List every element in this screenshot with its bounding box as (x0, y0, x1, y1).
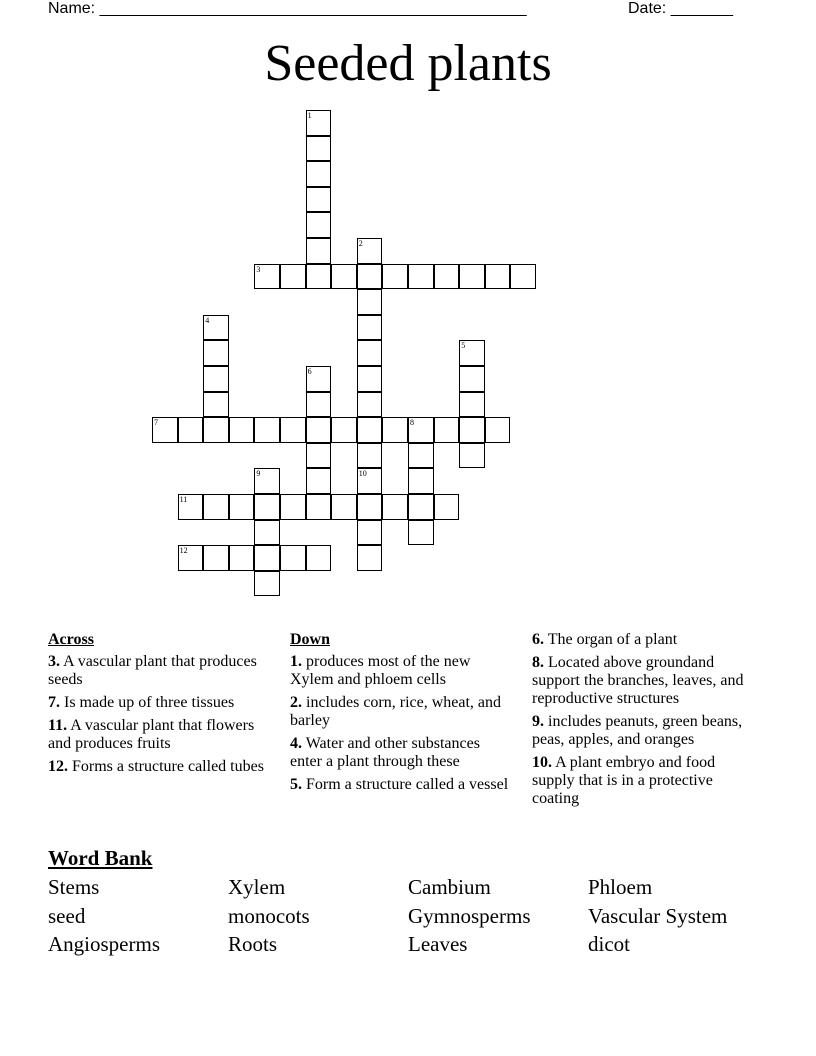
crossword-cell[interactable] (306, 212, 332, 238)
word-bank-word: Vascular System (588, 904, 728, 928)
crossword-cell[interactable] (408, 494, 434, 520)
crossword-cell[interactable] (459, 366, 485, 392)
crossword-cell[interactable] (152, 417, 178, 443)
crossword-cell[interactable] (382, 417, 408, 443)
crossword-cell[interactable] (357, 289, 383, 315)
crossword-cell[interactable] (178, 494, 204, 520)
word-bank-word: Roots (228, 932, 278, 956)
word-bank-word: Phloem (588, 875, 653, 899)
date-field[interactable]: Date: _______ (628, 0, 733, 17)
crossword-cell[interactable] (357, 494, 383, 520)
crossword-cell[interactable] (203, 340, 229, 366)
crossword-cell[interactable] (254, 494, 280, 520)
name-field[interactable]: Name: ________________________________________________ (48, 0, 527, 17)
crossword-cell[interactable] (254, 417, 280, 443)
crossword-cell[interactable] (229, 494, 255, 520)
crossword-cell[interactable] (203, 545, 229, 571)
cell-number: 11 (179, 495, 188, 504)
crossword-cell[interactable] (357, 340, 383, 366)
crossword-cell[interactable] (357, 520, 383, 546)
crossword-cell[interactable] (306, 417, 332, 443)
crossword-cell[interactable] (229, 545, 255, 571)
crossword-cell[interactable] (331, 264, 357, 290)
cell-number: 1 (307, 111, 312, 120)
cell-number: 2 (358, 239, 363, 248)
cell-number: 8 (410, 418, 414, 428)
crossword-cell[interactable] (408, 264, 434, 290)
word-bank-title: Word Bank (48, 846, 153, 870)
clue-across-12: 12. Forms a structure called tubes (48, 758, 264, 775)
word-bank-word: Stems (48, 875, 100, 899)
crossword-cell[interactable] (459, 417, 485, 443)
cell-number: 6 (307, 367, 312, 376)
word-bank-word: Leaves (408, 932, 468, 956)
clue-down-9: 9. includes peanuts, green beans, peas, apples, and oranges (532, 713, 743, 748)
clue-across-3: 3. A vascular plant that produces seeds (48, 653, 257, 688)
cell-number: 9 (256, 469, 261, 479)
crossword-cell[interactable] (254, 468, 280, 494)
clue-across-7: 7. Is made up of three tissues (48, 694, 235, 711)
crossword-cell[interactable] (254, 571, 280, 597)
crossword-cell[interactable] (280, 494, 306, 520)
crossword-cell[interactable] (306, 443, 332, 469)
crossword-cell[interactable] (306, 494, 332, 520)
page-title: Seeded plants (264, 35, 552, 92)
cell-number: 10 (358, 469, 367, 479)
crossword-cell[interactable] (254, 520, 280, 546)
clue-down-5: 5. Form a structure called a vessel (290, 776, 509, 793)
crossword-cell[interactable] (306, 161, 332, 187)
crossword-cell[interactable] (357, 443, 383, 469)
across-heading: Across (48, 631, 94, 648)
cell-number: 5 (461, 341, 466, 351)
crossword-cell[interactable] (306, 545, 332, 571)
word-bank-word: monocots (228, 904, 310, 928)
crossword-cell[interactable] (203, 366, 229, 392)
crossword-cell[interactable] (280, 264, 306, 290)
crossword-cell[interactable] (203, 392, 229, 418)
cell-number: 3 (256, 264, 261, 274)
word-bank-word: seed (48, 904, 86, 928)
word-bank-word: Xylem (228, 875, 286, 899)
crossword-cell[interactable] (408, 417, 434, 443)
crossword-cell[interactable] (254, 264, 280, 290)
crossword-cell[interactable] (485, 264, 511, 290)
crossword-cell[interactable] (280, 417, 306, 443)
crossword-cell[interactable] (306, 110, 332, 136)
crossword-cell[interactable] (306, 468, 332, 494)
crossword-cell[interactable] (178, 417, 204, 443)
down-heading: Down (290, 631, 331, 648)
crossword-cell[interactable] (357, 238, 383, 264)
crossword-cell[interactable] (382, 264, 408, 290)
crossword-cell[interactable] (357, 264, 383, 290)
crossword-cell[interactable] (178, 545, 204, 571)
crossword-cell[interactable] (203, 315, 229, 341)
crossword-cell[interactable] (357, 392, 383, 418)
crossword-cell[interactable] (408, 520, 434, 546)
crossword-cell[interactable] (434, 417, 460, 443)
crossword-cell[interactable] (408, 468, 434, 494)
crossword-cell[interactable] (485, 417, 511, 443)
crossword-cell[interactable] (306, 136, 332, 162)
crossword-cell[interactable] (459, 392, 485, 418)
clue-down-2: 2. includes corn, rice, wheat, and barley (290, 694, 502, 729)
cell-number: 4 (205, 315, 210, 325)
clue-down-4: 4. Water and other substances enter a plant through these (290, 735, 480, 770)
crossword-cell[interactable] (306, 187, 332, 213)
crossword-cell[interactable] (382, 494, 408, 520)
word-bank-word: Angiosperms (48, 932, 160, 956)
crossword-cell[interactable] (306, 264, 332, 290)
clue-down-10: 10. A plant embryo and food supply that is in a protective coating (532, 754, 716, 807)
word-bank-word: Gymnosperms (408, 904, 531, 928)
clue-across-11: 11. A vascular plant that flowers and produces fruits (48, 717, 255, 752)
crossword-cell[interactable] (357, 545, 383, 571)
crossword-cell[interactable] (459, 443, 485, 469)
cell-number: 7 (154, 418, 158, 428)
crossword-cell[interactable] (357, 315, 383, 341)
crossword-cell[interactable] (229, 417, 255, 443)
crossword-cell[interactable] (306, 366, 332, 392)
crossword-cell[interactable] (331, 494, 357, 520)
crossword-cell[interactable] (203, 417, 229, 443)
cell-number: 12 (179, 546, 188, 556)
crossword-cell[interactable] (254, 545, 280, 571)
crossword-cell[interactable] (459, 340, 485, 366)
crossword-cell[interactable] (434, 264, 460, 290)
clue-down-1: 1. produces most of the new Xylem and phloem cells (290, 653, 471, 688)
crossword-cell[interactable] (408, 443, 434, 469)
down-clues-continued (532, 631, 757, 813)
across-clues (48, 631, 273, 781)
clue-down-8: 8. Located above groundand support the branches, leaves, and reproductive structures (532, 654, 744, 707)
crossword-cell[interactable] (434, 494, 460, 520)
down-clues (290, 631, 515, 799)
crossword-cell[interactable] (306, 392, 332, 418)
crossword-cell[interactable] (357, 366, 383, 392)
word-bank-word: dicot (588, 932, 630, 956)
crossword-cell[interactable] (203, 494, 229, 520)
crossword-cell[interactable] (510, 264, 536, 290)
crossword-cell[interactable] (306, 238, 332, 264)
crossword-cell[interactable] (280, 545, 306, 571)
crossword-cell[interactable] (331, 417, 357, 443)
clue-down-6: 6. The organ of a plant (532, 631, 678, 648)
crossword-cell[interactable] (357, 468, 383, 494)
crossword-cell[interactable] (459, 264, 485, 290)
word-bank-word: Cambium (408, 875, 491, 899)
crossword-cell[interactable] (357, 417, 383, 443)
